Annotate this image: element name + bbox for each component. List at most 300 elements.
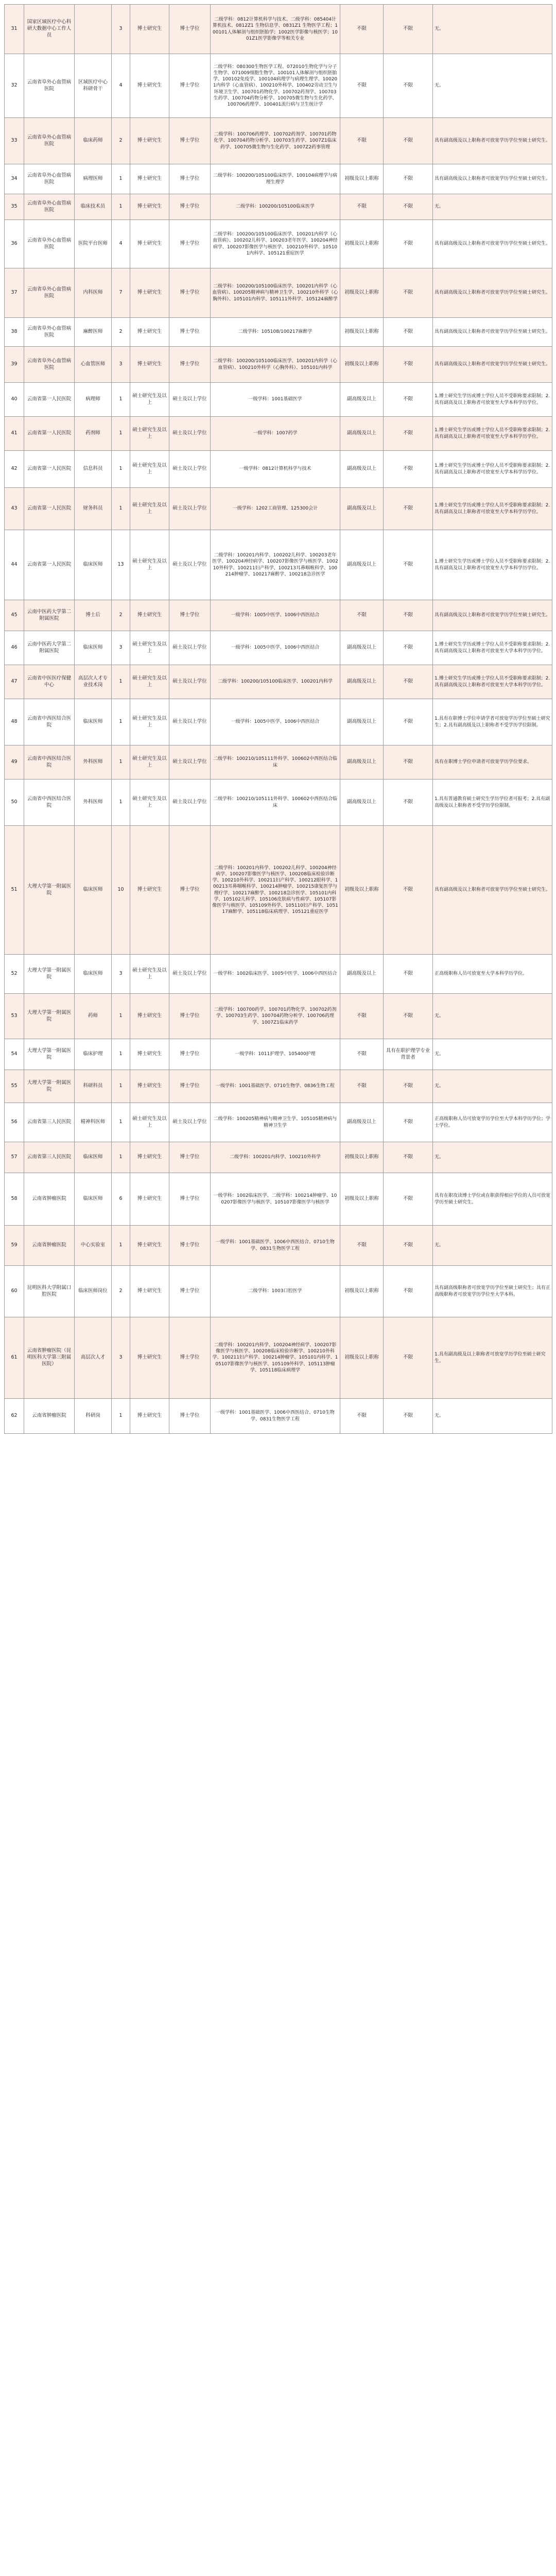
education: 硕士研究生及以上 — [130, 530, 169, 600]
recruiting-unit: 大理大学第一附属医院 — [24, 826, 75, 955]
degree: 博士学位 — [169, 347, 211, 383]
title-requirement: 初级及以上职称 — [340, 1266, 384, 1317]
age-requirement: 不限 — [384, 1070, 433, 1103]
major-requirement: 一级学科：0812计算机科学与技术 — [211, 451, 340, 488]
row-number: 41 — [5, 417, 24, 451]
degree: 博士学位 — [169, 220, 211, 268]
table-row — [5, 5, 552, 54]
major-requirement: 二级学科：100700药学、100701药物化学、100702药剂学、100703生药学、100704药物分析学、100706药理学、1007Z1临床药学 — [211, 994, 340, 1039]
title-requirement: 副高级及以上 — [340, 745, 384, 779]
age-requirement: 不限 — [384, 194, 433, 220]
title-requirement: 初级及以上职称 — [340, 826, 384, 955]
table-row — [5, 955, 552, 994]
degree: 博士学位 — [169, 164, 211, 194]
major-requirement: 二级学科：100205精神病与精神卫生学、105105精神病与精神卫生学 — [211, 1103, 340, 1142]
age-requirement: 不限 — [384, 347, 433, 383]
age-requirement: 不限 — [384, 451, 433, 488]
major-requirement: 二级学科：100201内科学、100204神经病学、100207影像医学与核医学、100208临床检验诊断学、100210外科学、100211妇产科学、100214肿瘤学、105101内科学、105107影像医学与核医学、105109外科学、105113肿瘤学、105118临床病理学 — [211, 1317, 340, 1399]
post-name: 临床医师 — [75, 530, 112, 600]
headcount: 4 — [112, 220, 130, 268]
degree: 硕士及以上学位 — [169, 665, 211, 699]
education: 博士研究生 — [130, 118, 169, 164]
recruiting-unit: 云南省肿瘤医院 — [24, 1173, 75, 1226]
age-requirement: 不限 — [384, 1142, 433, 1173]
other-requirement: 具有副高级及以上职称者可放宽学历学位至硕士研究生。 — [433, 164, 552, 194]
row-number: 58 — [5, 1173, 24, 1226]
recruiting-unit: 云南省第一人民医院 — [24, 530, 75, 600]
age-requirement: 不限 — [384, 600, 433, 631]
headcount: 3 — [112, 347, 130, 383]
recruiting-unit: 大理大学第一附属医院 — [24, 955, 75, 994]
age-requirement: 不限 — [384, 699, 433, 745]
other-requirement: 1.博士研究生学历或博士学位人员不受职称要求限制；2.具有副高级及以上职称者可放宽至大学本科学历学位。 — [433, 631, 552, 665]
degree: 硕士及以上学位 — [169, 779, 211, 826]
degree: 博士学位 — [169, 1399, 211, 1434]
row-number: 34 — [5, 164, 24, 194]
major-requirement: 一级学科：1007药学 — [211, 417, 340, 451]
title-requirement: 初级及以上职称 — [340, 164, 384, 194]
title-requirement: 副高级及以上 — [340, 955, 384, 994]
row-number: 49 — [5, 745, 24, 779]
table-row — [5, 631, 552, 665]
major-requirement: 二级学科：080300生物医学工程、072010生物化学与分子生物学、071009细胞生物学、100101人体解剖与组织胚胎学、100102免疫学、100104病理学与病理生理学、100201内科学（心血管病）、100210外科学、100402劳动卫生与环境卫生学、100701药物化学、100702药剂学、100703生药学、100704药物分析学、100705微生物与生化药学、100706药理学、100401流行病与卫生统计学 — [211, 54, 340, 118]
post-name: 高层次人才专业技术岗 — [75, 665, 112, 699]
degree: 博士学位 — [169, 1039, 211, 1070]
other-requirement: 1.具有普通教育硕士研究生学历学位者可报考；2.具有副高级及以上职称者不受学历学位限制。 — [433, 779, 552, 826]
education: 博士研究生 — [130, 1070, 169, 1103]
row-number: 46 — [5, 631, 24, 665]
table-row — [5, 745, 552, 779]
major-requirement: 一级学科：1001基础医学、0710生物学、0836生物工程 — [211, 1070, 340, 1103]
headcount: 4 — [112, 54, 130, 118]
post-name: 临床医师 — [75, 699, 112, 745]
table-row — [5, 600, 552, 631]
age-requirement: 不限 — [384, 164, 433, 194]
education: 博士研究生 — [130, 1039, 169, 1070]
other-requirement: 具有在职攻读博士学位或在职获得相应学位的人员可放宽学历至硕士研究生。 — [433, 1173, 552, 1226]
major-requirement: 二级学科：100200/105100临床医学、100201内科学 — [211, 665, 340, 699]
age-requirement: 不限 — [384, 631, 433, 665]
age-requirement: 不限 — [384, 1399, 433, 1434]
other-requirement: 无。 — [433, 54, 552, 118]
title-requirement: 初级及以上职称 — [340, 347, 384, 383]
table-row — [5, 994, 552, 1039]
recruiting-unit: 大理大学第一附属医院 — [24, 994, 75, 1039]
row-number: 36 — [5, 220, 24, 268]
recruiting-unit: 云南省中西医结合医院 — [24, 745, 75, 779]
age-requirement: 不限 — [384, 1317, 433, 1399]
headcount: 13 — [112, 530, 130, 600]
table-row — [5, 699, 552, 745]
table-row — [5, 220, 552, 268]
age-requirement: 不限 — [384, 5, 433, 54]
headcount: 1 — [112, 383, 130, 417]
recruiting-unit: 云南省阜外心血管病医院 — [24, 194, 75, 220]
degree: 博士学位 — [169, 1317, 211, 1399]
table-row — [5, 347, 552, 383]
headcount: 1 — [112, 779, 130, 826]
table-row — [5, 1266, 552, 1317]
table-row — [5, 268, 552, 318]
recruiting-unit: 云南省第一人民医院 — [24, 488, 75, 530]
table-row — [5, 383, 552, 417]
major-requirement: 一级学科：1002临床医学、1005中医学、1006中西医结合 — [211, 955, 340, 994]
degree: 硕士及以上学位 — [169, 631, 211, 665]
other-requirement: 正高级职称人员可放宽学历学位至大学本科学历学位；学士学位。 — [433, 1103, 552, 1142]
post-name: 财务科员 — [75, 488, 112, 530]
table-row — [5, 1173, 552, 1226]
other-requirement: 无。 — [433, 1039, 552, 1070]
headcount: 1 — [112, 1142, 130, 1173]
recruiting-unit: 云南省阜外心血管病医院 — [24, 220, 75, 268]
education: 博士研究生 — [130, 994, 169, 1039]
other-requirement: 具有副高级及以上职称者可放宽学历学位至硕士研究生。 — [433, 220, 552, 268]
other-requirement: 无。 — [433, 994, 552, 1039]
row-number: 60 — [5, 1266, 24, 1317]
degree: 博士学位 — [169, 600, 211, 631]
post-name: 博士后 — [75, 600, 112, 631]
headcount: 1 — [112, 699, 130, 745]
age-requirement: 不限 — [384, 268, 433, 318]
recruitment-table-sheet — [4, 4, 552, 1434]
recruiting-unit: 云南省第三人民医院 — [24, 1103, 75, 1142]
title-requirement: 不限 — [340, 1070, 384, 1103]
degree: 博士学位 — [169, 1070, 211, 1103]
post-name: 高层次人才 — [75, 1317, 112, 1399]
age-requirement: 不限 — [384, 1226, 433, 1266]
table-body — [5, 5, 552, 1434]
headcount: 2 — [112, 318, 130, 347]
headcount: 1 — [112, 488, 130, 530]
row-number: 51 — [5, 826, 24, 955]
title-requirement: 初级及以上职称 — [340, 220, 384, 268]
table-row — [5, 118, 552, 164]
headcount: 3 — [112, 1317, 130, 1399]
other-requirement: 无。 — [433, 1226, 552, 1266]
post-name: 病理师 — [75, 383, 112, 417]
education: 硕士研究生及以上 — [130, 1103, 169, 1142]
education: 博士研究生 — [130, 194, 169, 220]
other-requirement: 具有副高级及以上职称者可放宽学历学位至硕士研究生。 — [433, 826, 552, 955]
other-requirement: 具有副高级及以上职称者可放宽学历学位至硕士研究生。 — [433, 347, 552, 383]
other-requirement: 1.具有副高级及以上职称者可放宽学历学位至硕士研究生。 — [433, 1317, 552, 1399]
age-requirement: 不限 — [384, 383, 433, 417]
headcount: 1 — [112, 745, 130, 779]
title-requirement: 不限 — [340, 1039, 384, 1070]
major-requirement: 一级学科：1001基础医学、1006中西医结合、0710生物学、0831生物医学工程 — [211, 1226, 340, 1266]
degree: 硕士及以上学位 — [169, 451, 211, 488]
age-requirement: 不限 — [384, 54, 433, 118]
headcount: 2 — [112, 600, 130, 631]
education: 硕士研究生及以上 — [130, 383, 169, 417]
education: 博士研究生 — [130, 1142, 169, 1173]
other-requirement: 1.博士研究生学历或博士学位人员不受职称要求限制；2.具有副高及以上职称者可放宽至大学本科学历学位。 — [433, 417, 552, 451]
major-requirement: 一级学科：1005中医学、1006中西医结合 — [211, 600, 340, 631]
education: 硕士研究生及以上 — [130, 451, 169, 488]
recruiting-unit: 大理大学第一附属医院 — [24, 1039, 75, 1070]
table-row — [5, 1226, 552, 1266]
age-requirement: 不限 — [384, 118, 433, 164]
table-row — [5, 779, 552, 826]
education: 硕士研究生及以上 — [130, 779, 169, 826]
major-requirement: 一级学科：1005中医学、1006中西医结合 — [211, 631, 340, 665]
degree: 硕士及以上学位 — [169, 699, 211, 745]
row-number: 57 — [5, 1142, 24, 1173]
major-requirement: 二级学科：100201内科学、100202儿科学、100204神经病学、100207影像医学与核医学、100208临床检验诊断学、100210外科学、100211妇产科学、100212眼科学、100213耳鼻咽喉科学、100214肿瘤学、100215康复医学与理疗学、100217麻醉学、100218急诊医学、105101内科学、105102儿科学、105106皮肤病与性病学、105107影像医学与核医学、105109外科学、105110妇产科学、105117麻醉学、105118临床病理学、105121重症医学 — [211, 826, 340, 955]
other-requirement: 具有在职博士学位申请者可放宽学历学位要求。 — [433, 745, 552, 779]
title-requirement: 初级及以上职称 — [340, 1173, 384, 1226]
other-requirement: 正高级职称人员可放宽至大学本科学历学位。 — [433, 955, 552, 994]
title-requirement: 不限 — [340, 600, 384, 631]
table-row — [5, 530, 552, 600]
education: 硕士研究生及以上 — [130, 631, 169, 665]
headcount: 1 — [112, 1399, 130, 1434]
age-requirement: 不限 — [384, 220, 433, 268]
recruiting-unit: 云南省中西医结合医院 — [24, 779, 75, 826]
major-requirement: 二级学科：100200/105100临床医学、100201内科学（心血管病）、100205精神病与精神卫生学、100210外科学（心胸外科）、105101内科学、105111外科学、105124麻醉学 — [211, 268, 340, 318]
headcount: 1 — [112, 451, 130, 488]
title-requirement: 副高级及以上 — [340, 631, 384, 665]
major-requirement: 二级学科：100200/105100临床医学、100104病理学与病理生理学 — [211, 164, 340, 194]
table-row — [5, 1070, 552, 1103]
other-requirement: 1.博士研究生学历或博士学位人员不受职称要求限制；2.具有副高及以上职称者可放宽至大学本科学历学位。 — [433, 451, 552, 488]
degree: 博士学位 — [169, 1266, 211, 1317]
degree: 博士学位 — [169, 1226, 211, 1266]
post-name: 科研岗 — [75, 1399, 112, 1434]
post-name: 科研科员 — [75, 1070, 112, 1103]
age-requirement: 不限 — [384, 1266, 433, 1317]
row-number: 55 — [5, 1070, 24, 1103]
degree: 硕士及以上学位 — [169, 1103, 211, 1142]
headcount: 2 — [112, 1266, 130, 1317]
degree: 博士学位 — [169, 994, 211, 1039]
title-requirement: 不限 — [340, 118, 384, 164]
row-number: 45 — [5, 600, 24, 631]
degree: 博士学位 — [169, 1173, 211, 1226]
major-requirement: 二级学科：105108/100217麻醉学 — [211, 318, 340, 347]
other-requirement: 无。 — [433, 1399, 552, 1434]
education: 硕士研究生及以上 — [130, 699, 169, 745]
education: 博士研究生 — [130, 268, 169, 318]
recruiting-unit: 云南省肿瘤医院 — [24, 1399, 75, 1434]
row-number: 56 — [5, 1103, 24, 1142]
other-requirement: 1.博士研究生学历或博士学位人员不受职称要求限制；2.具有副高及以上职称者可放宽至大学本科学历学位。 — [433, 383, 552, 417]
major-requirement: 二级学科：0812计算机科学与技术、二级学科：085404计算机技术、0812Z1 生物信息学、0831Z1 生物医学工程；100101人体解剖与组织胚胎学；1002医学影像与核医学；1001Z1医学影像学等相关专业 — [211, 5, 340, 54]
recruiting-unit: 云南省第一人民医院 — [24, 383, 75, 417]
title-requirement: 副高级及以上 — [340, 665, 384, 699]
post-name: 麻醉医师 — [75, 318, 112, 347]
degree: 博士学位 — [169, 826, 211, 955]
recruitment-table — [4, 4, 552, 1434]
age-requirement: 具有在职护理学专业背景者 — [384, 1039, 433, 1070]
row-number: 32 — [5, 54, 24, 118]
recruiting-unit: 大理大学第一附属医院 — [24, 1070, 75, 1103]
row-number: 37 — [5, 268, 24, 318]
post-name: 临床技术员 — [75, 194, 112, 220]
post-name: 临床医师 — [75, 1173, 112, 1226]
headcount: 1 — [112, 417, 130, 451]
major-requirement: 二级学科：100200/105100临床医学、100201内科学（心血管病）、100210外科学（心胸外科）、105101内科学 — [211, 347, 340, 383]
degree: 博士学位 — [169, 194, 211, 220]
row-number: 52 — [5, 955, 24, 994]
degree: 硕士及以上学位 — [169, 955, 211, 994]
education: 硕士研究生及以上 — [130, 417, 169, 451]
title-requirement: 不限 — [340, 5, 384, 54]
headcount: 1 — [112, 1070, 130, 1103]
row-number: 53 — [5, 994, 24, 1039]
recruiting-unit: 云南省肿瘤医院（昆明医科大学第三附属医院） — [24, 1317, 75, 1399]
other-requirement: 无。 — [433, 1070, 552, 1103]
education: 博士研究生 — [130, 1173, 169, 1226]
table-row — [5, 194, 552, 220]
education: 博士研究生 — [130, 1317, 169, 1399]
recruiting-unit: 云南省阜外心血管病医院 — [24, 164, 75, 194]
title-requirement: 副高级及以上 — [340, 417, 384, 451]
recruiting-unit: 云南省阜外心血管病医院 — [24, 318, 75, 347]
row-number: 40 — [5, 383, 24, 417]
age-requirement: 不限 — [384, 417, 433, 451]
row-number: 43 — [5, 488, 24, 530]
education: 硕士研究生及以上 — [130, 745, 169, 779]
age-requirement: 不限 — [384, 530, 433, 600]
recruiting-unit: 云南省肿瘤医院 — [24, 1226, 75, 1266]
major-requirement: 二级学科：1003口腔医学 — [211, 1266, 340, 1317]
major-requirement: 一级学科：1005中医学、1006中西医结合 — [211, 699, 340, 745]
row-number: 44 — [5, 530, 24, 600]
title-requirement: 不限 — [340, 194, 384, 220]
major-requirement: 一级学科：1202工商管理、125300会计 — [211, 488, 340, 530]
age-requirement: 不限 — [384, 318, 433, 347]
other-requirement: 无。 — [433, 5, 552, 54]
table-row — [5, 826, 552, 955]
post-name: 信息科员 — [75, 451, 112, 488]
degree: 博士学位 — [169, 54, 211, 118]
major-requirement: 二级学科：100706药理学、100702药剂学、100701药物化学、100704药物分析学、100703生药学、1007Z1临床药学、100705微生物与生化药学、1007Z2药事管理 — [211, 118, 340, 164]
education: 博士研究生 — [130, 318, 169, 347]
headcount: 7 — [112, 268, 130, 318]
education: 博士研究生 — [130, 5, 169, 54]
recruiting-unit: 云南省阜外心血管病医院 — [24, 268, 75, 318]
degree: 博士学位 — [169, 268, 211, 318]
post-name: 精神科医师 — [75, 1103, 112, 1142]
recruiting-unit: 云南省阜外心血管病医院 — [24, 54, 75, 118]
education: 博士研究生 — [130, 347, 169, 383]
age-requirement: 不限 — [384, 994, 433, 1039]
other-requirement: 1.博士研究生学历或博士学位人员不受职称要求限制；2.具有副高及以上职称者可放宽至大学本科学历学位。 — [433, 530, 552, 600]
education: 硕士研究生及以上 — [130, 955, 169, 994]
major-requirement: 二级学科：100200/105100临床医学、100201内科学（心血管病）、100202儿科学、100203老年医学、100204神经病学、100207影像医学与核医学、100210外科学、105101内科学、105121重症医学 — [211, 220, 340, 268]
row-number: 35 — [5, 194, 24, 220]
title-requirement: 副高级及以上 — [340, 488, 384, 530]
post-name: 医院平台医师 — [75, 220, 112, 268]
age-requirement: 不限 — [384, 488, 433, 530]
post-name: 临床医师 — [75, 955, 112, 994]
education: 硕士研究生及以上 — [130, 665, 169, 699]
table-row — [5, 1399, 552, 1434]
headcount: 6 — [112, 1173, 130, 1226]
degree: 硕士及以上学位 — [169, 530, 211, 600]
row-number: 62 — [5, 1399, 24, 1434]
other-requirement: 具有副高级及以上职称者可放宽学历学位至硕士研究生。 — [433, 318, 552, 347]
row-number: 50 — [5, 779, 24, 826]
age-requirement: 不限 — [384, 955, 433, 994]
major-requirement: 二级学科：100200/105100临床医学 — [211, 194, 340, 220]
major-requirement: 二级学科：100210/105111外科学、100602中西医结合临床 — [211, 745, 340, 779]
post-name: 临床医师 — [75, 826, 112, 955]
recruiting-unit: 云南省中医医疗保健中心 — [24, 665, 75, 699]
table-row — [5, 1142, 552, 1173]
education: 博士研究生 — [130, 54, 169, 118]
post-name: 临床药师 — [75, 118, 112, 164]
education: 博士研究生 — [130, 1226, 169, 1266]
table-row — [5, 665, 552, 699]
recruiting-unit: 云南省阜外心血管病医院 — [24, 347, 75, 383]
major-requirement: 一级学科：1011护理学、105400护理 — [211, 1039, 340, 1070]
title-requirement: 初级及以上职称 — [340, 268, 384, 318]
major-requirement: 二级学科：100210/105111外科学、100602中西医结合临床 — [211, 779, 340, 826]
headcount: 1 — [112, 665, 130, 699]
education: 博士研究生 — [130, 220, 169, 268]
other-requirement: 1.具有在职博士学位申请学者可放宽学历学位至硕士研究生；2.具有副高级及以上职称者不受学历学位限制。 — [433, 699, 552, 745]
post-name: 临床医师 — [75, 631, 112, 665]
headcount: 1 — [112, 1103, 130, 1142]
recruiting-unit: 云南省中西医结合医院 — [24, 699, 75, 745]
title-requirement: 初级及以上职称 — [340, 318, 384, 347]
recruiting-unit: 云南省第一人民医院 — [24, 451, 75, 488]
title-requirement: 副高级及以上 — [340, 451, 384, 488]
table-row — [5, 318, 552, 347]
education: 硕士研究生及以上 — [130, 488, 169, 530]
headcount: 1 — [112, 1226, 130, 1266]
recruiting-unit: 云南中医药大学第二附属医院 — [24, 631, 75, 665]
other-requirement: 具有副高级职称者可放宽学历学位至硕士研究生；具有正高级职称者可放宽学历学位至大学本科。 — [433, 1266, 552, 1317]
major-requirement: 二级学科：100201内科学、100202儿科学、100203老年医学、100204神经病学、100207影像医学与核医学、100210外科学、100211妇产科学、100213耳鼻咽喉科学、100214肿瘤学、100217麻醉学、100218急诊医学 — [211, 530, 340, 600]
title-requirement: 副高级及以上 — [340, 779, 384, 826]
post-name: 区域医疗中心科研骨干 — [75, 54, 112, 118]
other-requirement: 具有副高级及以上职称者可放宽学历学位至硕士研究生。 — [433, 118, 552, 164]
recruiting-unit: 云南省阜外心血管病医院 — [24, 118, 75, 164]
education: 博士研究生 — [130, 164, 169, 194]
recruiting-unit: 国家区域医疗中心科研大数据中心工作人员 — [24, 5, 75, 54]
headcount: 1 — [112, 164, 130, 194]
post-name: 药剂师 — [75, 417, 112, 451]
table-row — [5, 488, 552, 530]
age-requirement: 不限 — [384, 665, 433, 699]
education: 博士研究生 — [130, 1266, 169, 1317]
headcount: 2 — [112, 118, 130, 164]
recruiting-unit: 云南省第一人民医院 — [24, 417, 75, 451]
table-row — [5, 1317, 552, 1399]
headcount: 1 — [112, 194, 130, 220]
headcount: 1 — [112, 994, 130, 1039]
title-requirement: 副高级及以上 — [340, 530, 384, 600]
row-number: 33 — [5, 118, 24, 164]
major-requirement: 一级学科：1001基础医学、1006中西医结合、0710生物学、0831生物医学工程 — [211, 1399, 340, 1434]
title-requirement: 初级及以上职称 — [340, 1142, 384, 1173]
education: 博士研究生 — [130, 600, 169, 631]
education: 博士研究生 — [130, 1399, 169, 1434]
title-requirement: 不限 — [340, 1399, 384, 1434]
post-name: 临床护理 — [75, 1039, 112, 1070]
major-requirement: 二级学科：100201内科学、100210外科学 — [211, 1142, 340, 1173]
table-row — [5, 164, 552, 194]
recruiting-unit: 云南省第三人民医院 — [24, 1142, 75, 1173]
table-row — [5, 1103, 552, 1142]
recruiting-unit: 云南中医药大学第二附属医院 — [24, 600, 75, 631]
post-name: 临床医师 — [75, 1142, 112, 1173]
degree: 博士学位 — [169, 1142, 211, 1173]
headcount: 10 — [112, 826, 130, 955]
